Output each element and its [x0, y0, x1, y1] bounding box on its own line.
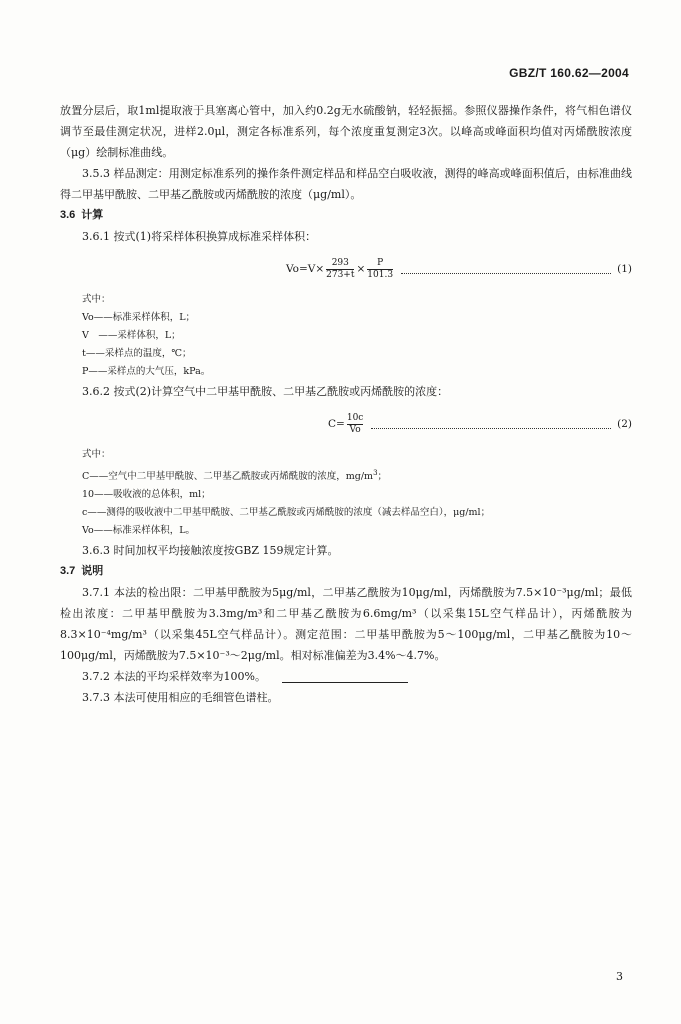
equation-2: [60, 406, 632, 442]
section-3-5-3: [60, 163, 632, 205]
eq2-numerator: 10c: [346, 412, 364, 423]
where-item-text: C——空气中二甲基甲酰胺、二甲基乙酰胺或丙烯酰胺的浓度，mg/m: [82, 471, 374, 483]
equation-2-body: [328, 413, 365, 436]
eq1-times: ×: [356, 263, 366, 275]
where-item-tail: ；: [377, 471, 388, 483]
section-number: 3.5.3: [82, 167, 110, 180]
equation-number: (1): [617, 263, 632, 275]
standard-code: GBZ/T 160.62—2004: [509, 66, 629, 80]
eq2-denominator: Vo: [349, 424, 361, 435]
equation-number: (2): [617, 418, 632, 430]
equation-1: [60, 251, 632, 287]
heading-title: 说明: [81, 565, 104, 578]
section-3-6-1: [60, 226, 632, 247]
where-item: t——采样点的温度，℃；: [82, 348, 192, 359]
eq1-denominator-1: 273+t: [326, 269, 355, 280]
eq1-fraction-1: [326, 258, 354, 281]
section-number: 3.7.3: [82, 691, 110, 705]
heading-3-6: [60, 205, 632, 226]
eq1-denominator-2: 101.3: [367, 269, 394, 280]
section-number: 3.7.2: [82, 670, 110, 684]
heading-number: 3.6: [60, 209, 76, 221]
section-text: 按式(1)将采样体积换算成标准采样体积：: [113, 230, 317, 243]
where-label: 式中：: [82, 449, 111, 460]
eq1-numerator-1: 293: [331, 257, 349, 268]
document-body: [60, 100, 632, 708]
eq1-lhs: Vo=V×: [286, 263, 325, 275]
section-text: 本法可使用相应的毛细管色谱柱。: [113, 691, 279, 705]
section-text: 本法的平均采样效率为100%。: [113, 670, 266, 684]
section-number: 3.6.1: [82, 230, 110, 243]
section-text: 按式(2)计算空气中二甲基甲酰胺、二甲基乙酰胺或丙烯酰胺的浓度：: [113, 385, 449, 398]
section-text: 时间加权平均接触浓度按GBZ 159规定计算。: [113, 544, 339, 558]
end-rule: [282, 682, 408, 683]
page-number: 3: [616, 970, 623, 983]
where-item: V ——采样体积，L；: [82, 330, 181, 341]
where-label: 式中：: [82, 294, 111, 305]
heading-3-7: [60, 561, 632, 582]
intro-paragraph: 放置分层后，取1ml提取液于具塞离心管中，加入约0.2g无水硫酸钠，轻轻振摇。参照仪器操作条件，将气相色谱仪调节至最佳测定状况，进样2.0μl，测定各标准系列，每个浓度重复测定3次。以峰高或峰面积均值对丙烯酰胺浓度（μg）绘制标准曲线。: [60, 104, 632, 159]
section-3-6-2: [60, 381, 632, 402]
where-item: [82, 464, 632, 486]
eq2-fraction: [347, 413, 364, 436]
section-text: 样品测定：用测定标准系列的操作条件测定样品和样品空白吸收液，测得的峰高或峰面积值后，由标准曲线得二甲基甲酰胺、二甲基乙酰胺或丙烯酰胺的浓度（μg/ml）。: [60, 167, 632, 201]
equation-1-body: [286, 258, 395, 281]
where-block-1: [60, 291, 632, 381]
section-number: 3.6.2: [82, 385, 110, 398]
section-3-7-1: [60, 582, 632, 666]
section-number: 3.6.3: [82, 544, 110, 558]
section-3-6-3: [60, 540, 632, 561]
heading-number: 3.7: [60, 565, 76, 578]
eq1-fraction-2: [367, 258, 393, 281]
leader-dots: [401, 265, 611, 274]
where-block-2: [60, 446, 632, 540]
eq1-numerator-2: P: [377, 257, 384, 268]
superscript: 3: [373, 469, 378, 477]
where-item: Vo——标准采样体积，L；: [82, 312, 196, 323]
where-item: Vo——标准采样体积，L。: [82, 525, 196, 537]
where-item: 10——吸收液的总体积，ml；: [82, 489, 211, 501]
where-item: c——测得的吸收液中二甲基甲酰胺、二甲基乙酰胺或丙烯酰胺的浓度（减去样品空白），μg/ml；: [82, 507, 491, 519]
section-3-7-3: [60, 687, 632, 708]
section-number: 3.7.1: [82, 586, 110, 600]
heading-title: 计算: [81, 209, 104, 221]
eq2-lhs: C=: [328, 418, 345, 430]
section-3-7-2: [60, 666, 632, 687]
where-item: P——采样点的大气压，kPa。: [82, 366, 211, 377]
section-text: 本法的检出限：二甲基甲酰胺为5μg/ml，二甲基乙酰胺为10μg/ml，丙烯酰胺为7.5×10⁻³μg/ml；最低检出浓度：二甲基甲酰胺为3.3mg/m³和二甲基乙酰胺为6.6mg/m³（以采集15L空气样品计），丙烯酰胺为8.3×10⁻⁴mg/m³（以采集45L空气样品计）。测定范围：二甲基甲酰胺为5～100μg/ml，二甲基乙酰胺为10～100μg/ml，丙烯酰胺为7.5×10⁻³～2μg/ml。相对标准偏差为3.4%～4.7%。: [60, 586, 633, 663]
leader-dots: [371, 420, 611, 429]
